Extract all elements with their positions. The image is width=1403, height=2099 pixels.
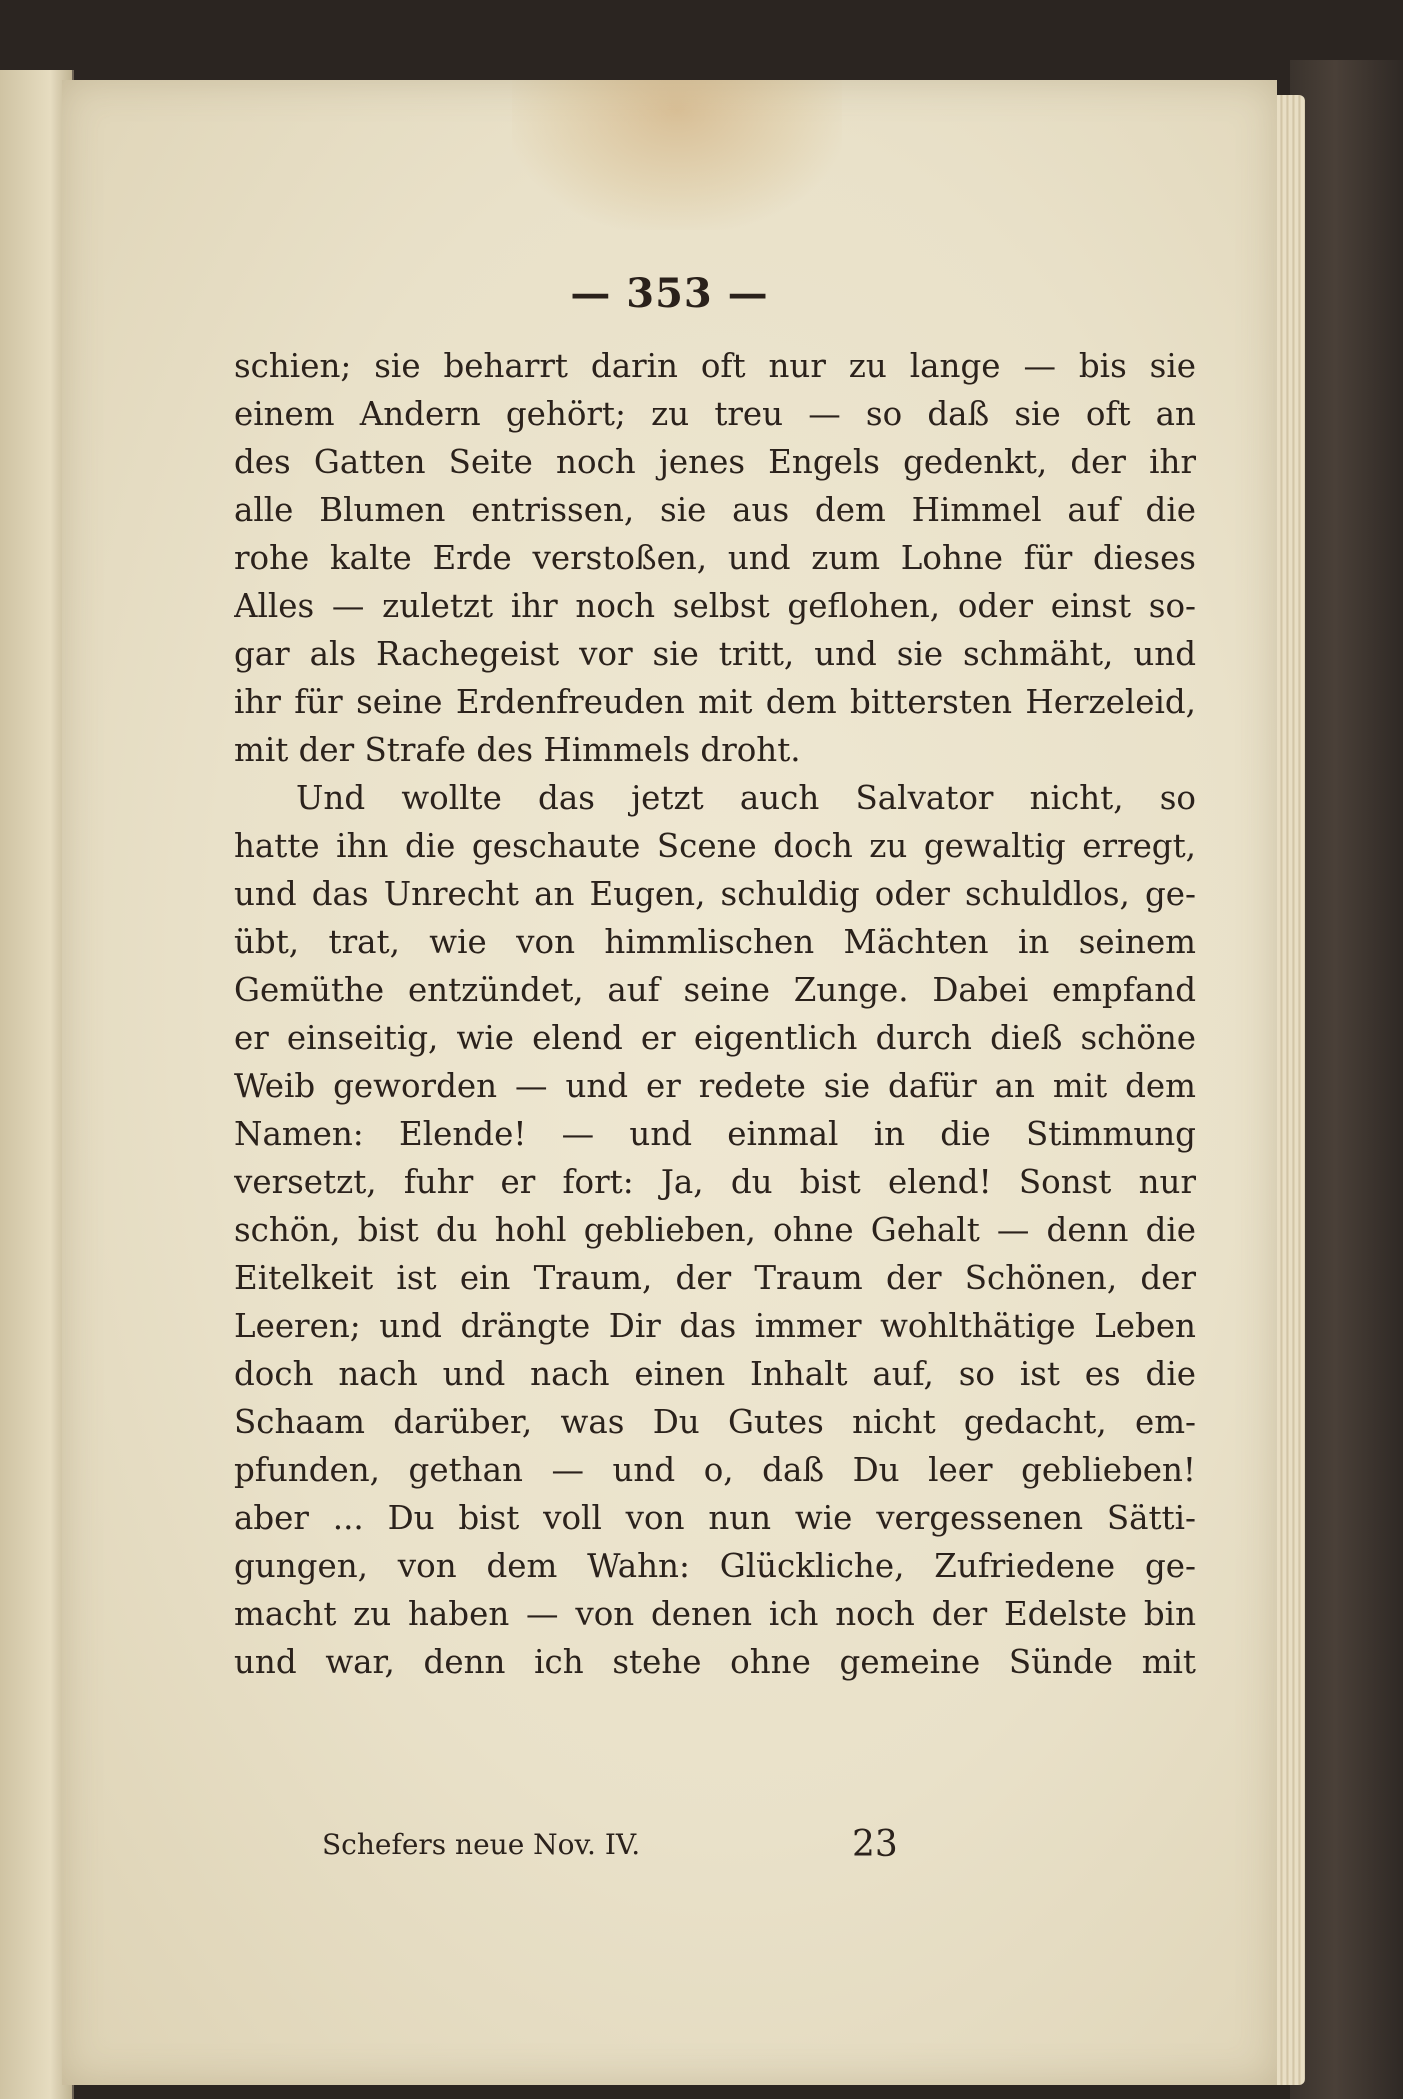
text-line: hatte ihn die geschaute Scene doch zu gewaltig erregt, (234, 827, 1196, 865)
text-line: pfunden, gethan — und o, daß Du leer geblieben! (234, 1451, 1196, 1489)
text-line: des Gatten Seite noch jenes Engels gedenkt, der ihr (234, 443, 1196, 481)
text-line: schien; sie beharrt darin oft nur zu lange — bis sie (234, 347, 1196, 385)
text-line: ihr für seine Erdenfreuden mit dem bittersten Herzeleid, (234, 683, 1196, 721)
book-cover-edge (1290, 60, 1403, 2099)
book-page (62, 80, 1277, 2085)
text-line: rohe kalte Erde verstoßen, und zum Lohne für dieses (234, 539, 1196, 577)
text-line: schön, bist du hohl geblieben, ohne Gehalt — denn die (234, 1211, 1196, 1249)
text-line: Weib geworden — und er redete sie dafür an mit dem (234, 1067, 1196, 1105)
text-line: gungen, von dem Wahn: Glückliche, Zufriedene ge- (234, 1547, 1196, 1585)
text-line: Leeren; und drängte Dir das immer wohlthätige Leben (234, 1307, 1196, 1345)
sheet-number: 23 (852, 1824, 898, 1865)
text-line: und das Unrecht an Eugen, schuldig oder schuldlos, ge- (234, 875, 1196, 913)
text-line: macht zu haben — von denen ich noch der Edelste bin (234, 1595, 1196, 1633)
page-footer (322, 1824, 1182, 1876)
text-line: gar als Rachegeist vor sie tritt, und sie schmäht, und (234, 635, 1196, 673)
text-line: Gemüthe entzündet, auf seine Zunge. Dabei empfand (234, 971, 1196, 1009)
text-line: mit der Strafe des Himmels droht. (234, 731, 801, 769)
page-number-header: — 353 — (570, 270, 769, 317)
text-line: einem Andern gehört; zu treu — so daß sie oft an (234, 395, 1196, 433)
text-line: Namen: Elende! — und einmal in die Stimmung (234, 1115, 1196, 1153)
water-stain (512, 80, 842, 230)
text-line: Eitelkeit ist ein Traum, der Traum der Schönen, der (234, 1259, 1196, 1297)
text-line: übt, trat, wie von himmlischen Mächten in seinem (234, 923, 1196, 961)
text-line: Schaam darüber, was Du Gutes nicht gedacht, em- (234, 1403, 1196, 1441)
text-line: doch nach und nach einen Inhalt auf, so ist es die (234, 1355, 1196, 1393)
text-line: und war, denn ich stehe ohne gemeine Sünde mit (234, 1643, 1196, 1681)
text-line: versetzt, fuhr er fort: Ja, du bist elend! Sonst nur (234, 1163, 1196, 1201)
text-line: Alles — zuletzt ihr noch selbst geflohen, oder einst so- (234, 587, 1196, 625)
body-text (234, 342, 1196, 1686)
text-line: er einseitig, wie elend er eigentlich durch dieß schöne (234, 1019, 1196, 1057)
text-line: aber ... Du bist voll von nun wie vergessenen Sätti- (234, 1499, 1196, 1537)
text-line: Und wollte das jetzt auch Salvator nicht, so (296, 779, 1196, 817)
signature-mark: Schefers neue Nov. IV. (322, 1828, 641, 1861)
text-line: alle Blumen entrissen, sie aus dem Himmel auf die (234, 491, 1196, 529)
